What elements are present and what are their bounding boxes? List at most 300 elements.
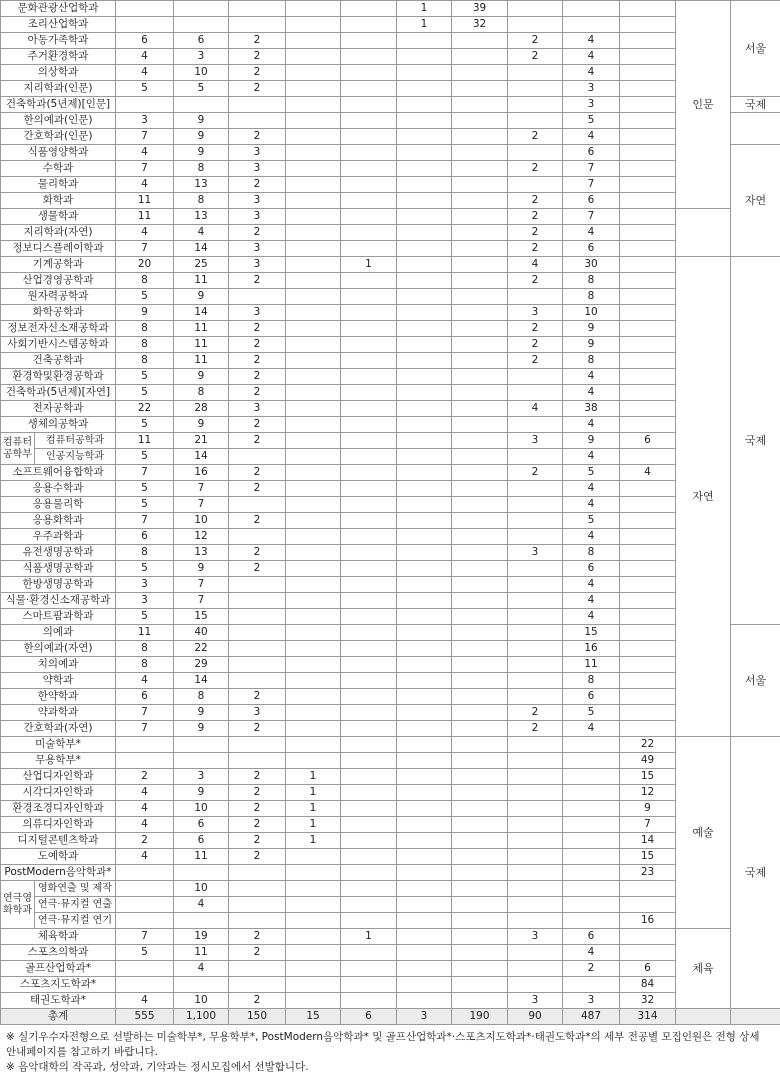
quota-cell [341,449,397,465]
quota-cell: 9 [563,321,620,337]
quota-cell: 2 [508,705,563,721]
quota-cell [397,225,452,241]
quota-cell [563,1,620,17]
quota-cell: 3 [116,113,174,129]
quota-cell [508,449,563,465]
quota-cell: 2 [229,561,286,577]
quota-cell [452,385,508,401]
quota-cell [508,577,563,593]
department-name: 체육학과 [1,929,116,945]
department-name: 한약학과 [1,689,116,705]
department-name: 환경학및환경공학과 [1,369,116,385]
quota-cell: 8 [563,673,620,689]
quota-cell: 7 [174,481,229,497]
quota-cell: 10 [174,881,229,897]
quota-cell [286,977,341,993]
quota-cell: 2 [508,161,563,177]
table-row [1,241,780,257]
quota-cell [174,1,229,17]
quota-cell [397,273,452,289]
quota-cell [452,785,508,801]
quota-cell [116,97,174,113]
quota-cell [620,129,676,145]
department-name: 연극·뮤지컬 연출 [35,897,116,913]
quota-cell [563,881,620,897]
quota-cell: 16 [174,465,229,481]
quota-cell: 4 [116,49,174,65]
quota-cell [286,593,341,609]
quota-cell [286,849,341,865]
quota-cell: 49 [620,753,676,769]
department-name: 산업경영공학과 [1,273,116,289]
quota-cell [116,881,174,897]
quota-cell [341,913,397,929]
quota-cell [341,881,397,897]
quota-cell: 2 [229,337,286,353]
quota-cell [286,577,341,593]
quota-cell [397,961,452,977]
quota-cell [229,593,286,609]
footnote-line: 안내페이지를 참고하기 바랍니다. [6,1046,159,1058]
department-name: 산업디자인학과 [1,769,116,785]
quota-cell: 3 [229,161,286,177]
quota-cell: 2 [508,129,563,145]
quota-cell [341,273,397,289]
quota-cell [620,673,676,689]
quota-cell: 4 [116,145,174,161]
quota-cell: 11 [116,433,174,449]
quota-cell: 2 [229,833,286,849]
quota-cell [452,897,508,913]
quota-cell: 3 [563,81,620,97]
table-row [1,273,780,289]
quota-cell: 9 [174,113,229,129]
total-campus-cell [731,1009,780,1025]
department-name: 식품생명공학과 [1,561,116,577]
quota-cell [341,609,397,625]
quota-cell [341,641,397,657]
quota-cell [452,65,508,81]
quota-cell [452,609,508,625]
quota-cell [397,353,452,369]
quota-cell [563,833,620,849]
quota-cell [229,1,286,17]
quota-cell: 28 [174,401,229,417]
quota-cell: 5 [116,609,174,625]
quota-cell [286,929,341,945]
quota-cell [286,465,341,481]
quota-cell [341,1,397,17]
quota-cell: 3 [229,209,286,225]
quota-cell [397,369,452,385]
table-row [1,49,780,65]
quota-cell [229,17,286,33]
table-row [1,833,780,849]
quota-cell: 2 [116,769,174,785]
quota-cell [116,753,174,769]
quota-cell [508,81,563,97]
quota-cell [508,833,563,849]
quota-cell [174,753,229,769]
quota-cell [563,977,620,993]
quota-cell [229,865,286,881]
quota-cell [229,113,286,129]
quota-cell [286,161,341,177]
quota-cell [397,401,452,417]
quota-cell: 9 [563,433,620,449]
quota-cell [341,369,397,385]
quota-cell: 7 [116,513,174,529]
quota-cell: 23 [620,865,676,881]
department-name: 응용수학과 [1,481,116,497]
quota-cell: 6 [174,33,229,49]
quota-cell [452,833,508,849]
quota-cell [286,113,341,129]
quota-cell: 5 [174,81,229,97]
campus-cell: 서울 [731,625,780,737]
quota-cell [563,817,620,833]
department-name: 지리학과(자연) [1,225,116,241]
quota-cell [341,17,397,33]
quota-cell [229,657,286,673]
quota-cell [286,145,341,161]
quota-cell [397,241,452,257]
quota-cell [508,641,563,657]
quota-cell: 5 [116,945,174,961]
quota-cell [286,33,341,49]
quota-cell: 4 [563,593,620,609]
quota-cell: 1 [341,257,397,273]
quota-cell [508,145,563,161]
quota-cell: 25 [174,257,229,273]
quota-cell [563,801,620,817]
quota-cell [174,737,229,753]
quota-cell [452,449,508,465]
department-name: 전자공학과 [1,401,116,417]
quota-cell: 4 [563,529,620,545]
quota-cell: 7 [116,705,174,721]
quota-cell: 8 [174,193,229,209]
quota-cell [452,865,508,881]
campus-cell: 서울 [731,1,780,97]
quota-cell [286,433,341,449]
quota-cell: 15 [620,769,676,785]
quota-cell: 9 [174,561,229,577]
quota-cell [341,305,397,321]
quota-cell: 7 [116,129,174,145]
quota-cell: 2 [229,177,286,193]
quota-cell: 5 [116,481,174,497]
quota-cell: 4 [116,177,174,193]
quota-cell [452,433,508,449]
quota-cell [286,289,341,305]
quota-cell [397,641,452,657]
table-row [1,705,780,721]
quota-cell: 7 [116,241,174,257]
quota-cell [397,993,452,1009]
quota-cell: 1 [286,801,341,817]
quota-cell [563,865,620,881]
quota-cell: 7 [563,177,620,193]
quota-cell [620,593,676,609]
department-name: 치의예과 [1,657,116,673]
department-name: 컴퓨터공학과 [35,433,116,449]
quota-cell [620,513,676,529]
quota-cell: 2 [508,49,563,65]
quota-cell: 2 [229,769,286,785]
quota-cell: 4 [174,897,229,913]
quota-cell: 4 [563,945,620,961]
quota-cell: 3 [229,145,286,161]
quota-cell: 9 [116,305,174,321]
quota-cell [286,993,341,1009]
quota-cell [452,769,508,785]
department-name: 약학과 [1,673,116,689]
quota-cell: 2 [508,193,563,209]
quota-cell [116,977,174,993]
quota-cell [508,913,563,929]
table-row [1,385,780,401]
quota-cell: 6 [116,529,174,545]
total-cell: 90 [508,1009,563,1025]
quota-cell: 2 [508,721,563,737]
quota-cell: 15 [563,625,620,641]
quota-cell: 10 [174,993,229,1009]
quota-cell [286,337,341,353]
quota-cell [286,881,341,897]
department-name: 스포츠지도학과* [1,977,116,993]
quota-cell [229,609,286,625]
quota-cell: 4 [563,721,620,737]
quota-cell [286,17,341,33]
quota-cell [286,81,341,97]
quota-cell [620,641,676,657]
quota-cell [620,449,676,465]
quota-cell [341,577,397,593]
quota-cell [620,481,676,497]
quota-cell: 11 [174,337,229,353]
quota-cell [341,497,397,513]
quota-cell: 2 [229,689,286,705]
quota-cell [286,561,341,577]
quota-cell [452,305,508,321]
quota-cell [397,433,452,449]
quota-cell: 2 [229,129,286,145]
quota-cell [452,369,508,385]
department-name: 생체의공학과 [1,417,116,433]
quota-cell [452,225,508,241]
quota-cell [620,705,676,721]
quota-cell [341,561,397,577]
quota-cell: 4 [563,385,620,401]
quota-cell [397,81,452,97]
quota-cell [229,641,286,657]
department-group-label: 연극영화학과 [1,881,35,929]
quota-cell: 9 [174,417,229,433]
quota-cell: 4 [116,225,174,241]
department-group-label: 컴퓨터공학부 [1,433,35,465]
quota-cell: 13 [174,209,229,225]
department-name: 원자력공학과 [1,289,116,305]
quota-cell: 2 [229,481,286,497]
quota-cell [452,689,508,705]
total-cell: 6 [341,1009,397,1025]
quota-cell [174,977,229,993]
department-name: 물리학과 [1,177,116,193]
quota-cell: 10 [563,305,620,321]
campus-cell [731,113,780,145]
table-row [1,337,780,353]
quota-cell [286,321,341,337]
quota-cell [452,593,508,609]
quota-cell [397,129,452,145]
quota-cell [286,897,341,913]
quota-cell [508,865,563,881]
quota-cell [397,209,452,225]
quota-cell: 7 [174,593,229,609]
quota-cell: 7 [116,929,174,945]
quota-cell: 22 [116,401,174,417]
quota-cell: 32 [620,993,676,1009]
quota-cell [397,465,452,481]
department-name: 우주과학과 [1,529,116,545]
quota-cell [620,609,676,625]
quota-cell: 6 [620,433,676,449]
quota-cell [341,417,397,433]
table-row [1,481,780,497]
quota-cell [341,897,397,913]
quota-cell: 9 [174,289,229,305]
quota-cell: 6 [174,817,229,833]
department-name: 한방생명공학과 [1,577,116,593]
quota-cell: 3 [563,993,620,1009]
quota-cell [229,97,286,113]
quota-cell: 8 [116,641,174,657]
quota-cell [508,497,563,513]
quota-cell [452,561,508,577]
department-name: 시각디자인학과 [1,785,116,801]
quota-cell: 3 [508,305,563,321]
quota-cell: 2 [229,417,286,433]
quota-cell [620,401,676,417]
quota-cell: 3 [174,49,229,65]
quota-cell: 4 [563,369,620,385]
quota-cell: 6 [563,193,620,209]
quota-cell: 2 [229,465,286,481]
quota-cell [341,209,397,225]
quota-cell [286,945,341,961]
quota-cell [397,33,452,49]
quota-cell [620,145,676,161]
quota-cell [341,177,397,193]
quota-cell: 3 [508,929,563,945]
quota-cell: 2 [229,321,286,337]
quota-cell: 5 [563,513,620,529]
quota-cell: 3 [229,193,286,209]
quota-cell: 29 [174,657,229,673]
table-row [1,897,780,913]
table-row [1,305,780,321]
quota-cell [620,177,676,193]
quota-cell [397,289,452,305]
quota-cell [620,353,676,369]
table-row [1,961,780,977]
quota-cell: 11 [116,209,174,225]
quota-cell [508,529,563,545]
quota-cell [341,737,397,753]
quota-cell [452,417,508,433]
department-name: 디지털콘텐츠학과 [1,833,116,849]
quota-cell [452,993,508,1009]
quota-cell: 4 [563,481,620,497]
quota-cell [397,817,452,833]
quota-cell [286,97,341,113]
campus-cell: 국제 [731,257,780,625]
quota-cell [508,849,563,865]
quota-cell: 40 [174,625,229,641]
quota-cell: 8 [116,353,174,369]
quota-cell [341,513,397,529]
quota-cell [452,33,508,49]
quota-cell: 1 [286,833,341,849]
quota-cell [397,97,452,113]
quota-cell: 2 [229,721,286,737]
department-name: 식물·환경신소재공학과 [1,593,116,609]
quota-cell [397,977,452,993]
department-name: 태권도학과* [1,993,116,1009]
quota-cell [286,609,341,625]
quota-cell [229,897,286,913]
quota-cell: 2 [229,849,286,865]
department-name: 아동가족학과 [1,33,116,49]
quota-cell [452,289,508,305]
quota-cell [286,961,341,977]
quota-cell: 1 [397,1,452,17]
table-row [1,673,780,689]
quota-cell: 2 [563,961,620,977]
quota-cell: 2 [508,225,563,241]
quota-cell [341,113,397,129]
total-cell: 487 [563,1009,620,1025]
table-row [1,433,780,449]
quota-cell: 6 [174,833,229,849]
campus-cell: 국제 [731,737,780,1009]
quota-cell [452,161,508,177]
quota-cell [341,129,397,145]
quota-cell [508,17,563,33]
quota-cell [397,721,452,737]
quota-cell [286,721,341,737]
quota-cell [452,353,508,369]
quota-cell [286,1,341,17]
total-label: 총계 [1,1009,116,1025]
quota-cell [452,625,508,641]
quota-cell: 2 [229,929,286,945]
category-cell: 인문 [676,1,731,209]
quota-cell: 11 [116,193,174,209]
department-name: 한의예과(인문) [1,113,116,129]
table-row [1,17,780,33]
quota-cell: 4 [116,673,174,689]
quota-cell [452,113,508,129]
department-name: 무용학부* [1,753,116,769]
table-row [1,689,780,705]
quota-cell [397,945,452,961]
quota-cell [174,97,229,113]
quota-cell [341,849,397,865]
quota-cell [397,753,452,769]
quota-cell [620,929,676,945]
